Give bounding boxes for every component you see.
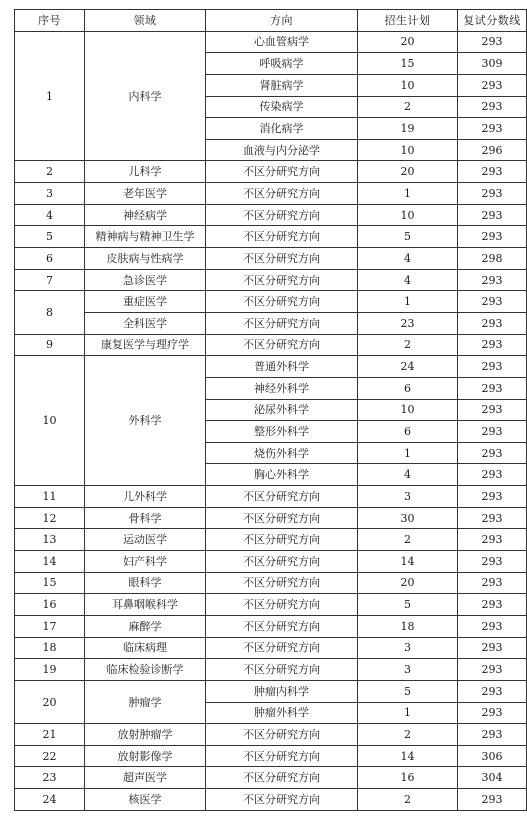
table-row bbox=[15, 248, 527, 270]
cell-plan: 14 bbox=[358, 745, 458, 767]
cell-direction: 传染病学 bbox=[206, 96, 358, 118]
table-row bbox=[15, 204, 527, 226]
cell-score: 293 bbox=[458, 399, 527, 421]
cell-score: 293 bbox=[458, 789, 527, 811]
cell-score: 309 bbox=[458, 53, 527, 75]
cell-score: 293 bbox=[458, 551, 527, 573]
cell-plan: 1 bbox=[358, 291, 458, 313]
table-row bbox=[15, 226, 527, 248]
cell-no: 17 bbox=[15, 615, 85, 637]
table-row bbox=[15, 31, 527, 53]
cell-no: 22 bbox=[15, 745, 85, 767]
cell-direction: 神经外科学 bbox=[206, 377, 358, 399]
header-row bbox=[15, 10, 527, 32]
table-row bbox=[15, 291, 527, 313]
cell-field: 妇产科学 bbox=[85, 551, 206, 573]
cell-no: 21 bbox=[15, 724, 85, 746]
table-row bbox=[15, 572, 527, 594]
table-row bbox=[15, 615, 527, 637]
cell-field: 重症医学 bbox=[85, 291, 206, 313]
cell-plan: 2 bbox=[358, 724, 458, 746]
cell-field: 内科学 bbox=[85, 31, 206, 161]
cell-direction: 不区分研究方向 bbox=[206, 183, 358, 205]
cell-plan: 18 bbox=[358, 615, 458, 637]
table-row bbox=[15, 529, 527, 551]
cell-field: 全科医学 bbox=[85, 312, 206, 334]
cell-field: 核医学 bbox=[85, 789, 206, 811]
cell-direction: 不区分研究方向 bbox=[206, 312, 358, 334]
cell-direction: 不区分研究方向 bbox=[206, 291, 358, 313]
cell-field: 外科学 bbox=[85, 356, 206, 486]
table-row bbox=[15, 551, 527, 573]
cell-direction: 不区分研究方向 bbox=[206, 161, 358, 183]
cell-direction: 不区分研究方向 bbox=[206, 269, 358, 291]
cell-field: 放射肿瘤学 bbox=[85, 724, 206, 746]
table-row bbox=[15, 486, 527, 508]
cell-field: 放射影像学 bbox=[85, 745, 206, 767]
cell-no: 24 bbox=[15, 789, 85, 811]
cell-score: 293 bbox=[458, 680, 527, 702]
cell-no: 2 bbox=[15, 161, 85, 183]
cell-field: 眼科学 bbox=[85, 572, 206, 594]
cell-plan: 3 bbox=[358, 637, 458, 659]
table-row bbox=[15, 161, 527, 183]
table-row bbox=[15, 637, 527, 659]
cell-plan: 5 bbox=[358, 226, 458, 248]
cell-plan: 2 bbox=[358, 96, 458, 118]
cell-no: 9 bbox=[15, 334, 85, 356]
cell-field: 肿瘤学 bbox=[85, 680, 206, 723]
cell-field: 临床病理 bbox=[85, 637, 206, 659]
table-row bbox=[15, 507, 527, 529]
cell-direction: 不区分研究方向 bbox=[206, 767, 358, 789]
cell-plan: 1 bbox=[358, 442, 458, 464]
cell-no: 19 bbox=[15, 659, 85, 681]
cell-no: 7 bbox=[15, 269, 85, 291]
cell-score: 304 bbox=[458, 767, 527, 789]
cell-direction: 不区分研究方向 bbox=[206, 789, 358, 811]
cell-score: 293 bbox=[458, 486, 527, 508]
cell-plan: 20 bbox=[358, 572, 458, 594]
cell-score: 293 bbox=[458, 464, 527, 486]
cell-score: 293 bbox=[458, 74, 527, 96]
cell-score: 293 bbox=[458, 529, 527, 551]
cell-plan: 3 bbox=[358, 486, 458, 508]
table-row bbox=[15, 183, 527, 205]
cell-direction: 胸心外科学 bbox=[206, 464, 358, 486]
table-body bbox=[15, 31, 527, 810]
cell-plan: 2 bbox=[358, 529, 458, 551]
cell-direction: 不区分研究方向 bbox=[206, 204, 358, 226]
cell-direction: 普通外科学 bbox=[206, 356, 358, 378]
table-row bbox=[15, 269, 527, 291]
cell-plan: 3 bbox=[358, 659, 458, 681]
table-row bbox=[15, 594, 527, 616]
cell-score: 293 bbox=[458, 637, 527, 659]
cell-direction: 不区分研究方向 bbox=[206, 334, 358, 356]
cell-no: 10 bbox=[15, 356, 85, 486]
cell-field: 急诊医学 bbox=[85, 269, 206, 291]
cell-direction: 血液与内分泌学 bbox=[206, 139, 358, 161]
cell-no: 12 bbox=[15, 507, 85, 529]
cell-plan: 19 bbox=[358, 118, 458, 140]
cell-no: 15 bbox=[15, 572, 85, 594]
cell-field: 精神病与精神卫生学 bbox=[85, 226, 206, 248]
cell-plan: 5 bbox=[358, 680, 458, 702]
cell-field: 耳鼻咽喉科学 bbox=[85, 594, 206, 616]
cell-score: 293 bbox=[458, 31, 527, 53]
cell-plan: 10 bbox=[358, 399, 458, 421]
cell-plan: 14 bbox=[358, 551, 458, 573]
cell-score: 293 bbox=[458, 183, 527, 205]
cell-no: 4 bbox=[15, 204, 85, 226]
cell-plan: 15 bbox=[358, 53, 458, 75]
cell-plan: 30 bbox=[358, 507, 458, 529]
cell-plan: 23 bbox=[358, 312, 458, 334]
cell-direction: 消化病学 bbox=[206, 118, 358, 140]
cell-plan: 10 bbox=[358, 204, 458, 226]
table-row bbox=[15, 745, 527, 767]
cell-score: 293 bbox=[458, 118, 527, 140]
cell-direction: 不区分研究方向 bbox=[206, 594, 358, 616]
cell-no: 16 bbox=[15, 594, 85, 616]
cell-score: 298 bbox=[458, 248, 527, 270]
admission-table-container bbox=[14, 9, 527, 811]
cell-score: 293 bbox=[458, 507, 527, 529]
cell-direction: 不区分研究方向 bbox=[206, 615, 358, 637]
cell-field: 神经病学 bbox=[85, 204, 206, 226]
cell-score: 293 bbox=[458, 615, 527, 637]
cell-direction: 心血管病学 bbox=[206, 31, 358, 53]
cell-score: 293 bbox=[458, 724, 527, 746]
cell-direction: 不区分研究方向 bbox=[206, 745, 358, 767]
cell-direction: 不区分研究方向 bbox=[206, 507, 358, 529]
cell-plan: 1 bbox=[358, 702, 458, 724]
cell-plan: 20 bbox=[358, 161, 458, 183]
header-plan: 招生计划 bbox=[358, 10, 458, 32]
cell-score: 293 bbox=[458, 291, 527, 313]
cell-no: 14 bbox=[15, 551, 85, 573]
cell-score: 293 bbox=[458, 334, 527, 356]
cell-plan: 2 bbox=[358, 334, 458, 356]
cell-direction: 不区分研究方向 bbox=[206, 226, 358, 248]
cell-plan: 24 bbox=[358, 356, 458, 378]
cell-score: 293 bbox=[458, 269, 527, 291]
cell-score: 293 bbox=[458, 594, 527, 616]
cell-direction: 不区分研究方向 bbox=[206, 724, 358, 746]
cell-no: 3 bbox=[15, 183, 85, 205]
cell-plan: 4 bbox=[358, 269, 458, 291]
cell-direction: 不区分研究方向 bbox=[206, 551, 358, 573]
cell-field: 骨科学 bbox=[85, 507, 206, 529]
cell-score: 296 bbox=[458, 139, 527, 161]
cell-plan: 6 bbox=[358, 377, 458, 399]
cell-direction: 肿瘤外科学 bbox=[206, 702, 358, 724]
cell-no: 18 bbox=[15, 637, 85, 659]
cell-direction: 不区分研究方向 bbox=[206, 637, 358, 659]
cell-direction: 不区分研究方向 bbox=[206, 659, 358, 681]
cell-score: 293 bbox=[458, 161, 527, 183]
cell-field: 儿科学 bbox=[85, 161, 206, 183]
header-direction: 方向 bbox=[206, 10, 358, 32]
cell-direction: 不区分研究方向 bbox=[206, 529, 358, 551]
cell-score: 293 bbox=[458, 421, 527, 443]
table-row bbox=[15, 789, 527, 811]
cell-plan: 20 bbox=[358, 31, 458, 53]
cell-score: 293 bbox=[458, 702, 527, 724]
cell-score: 293 bbox=[458, 442, 527, 464]
cell-plan: 10 bbox=[358, 74, 458, 96]
cell-plan: 10 bbox=[358, 139, 458, 161]
cell-plan: 16 bbox=[358, 767, 458, 789]
cell-no: 5 bbox=[15, 226, 85, 248]
cell-no: 8 bbox=[15, 291, 85, 334]
cell-score: 293 bbox=[458, 96, 527, 118]
cell-score: 293 bbox=[458, 572, 527, 594]
cell-plan: 5 bbox=[358, 594, 458, 616]
table-row bbox=[15, 356, 527, 378]
cell-direction: 肿瘤内科学 bbox=[206, 680, 358, 702]
table-row bbox=[15, 312, 527, 334]
cell-field: 皮肤病与性病学 bbox=[85, 248, 206, 270]
cell-plan: 2 bbox=[358, 789, 458, 811]
cell-field: 麻醉学 bbox=[85, 615, 206, 637]
cell-direction: 不区分研究方向 bbox=[206, 486, 358, 508]
cell-no: 13 bbox=[15, 529, 85, 551]
cell-score: 293 bbox=[458, 312, 527, 334]
cell-plan: 6 bbox=[358, 421, 458, 443]
cell-plan: 1 bbox=[358, 183, 458, 205]
cell-direction: 不区分研究方向 bbox=[206, 248, 358, 270]
cell-score: 306 bbox=[458, 745, 527, 767]
cell-score: 293 bbox=[458, 377, 527, 399]
cell-direction: 肾脏病学 bbox=[206, 74, 358, 96]
cell-score: 293 bbox=[458, 356, 527, 378]
cell-field: 老年医学 bbox=[85, 183, 206, 205]
table-row bbox=[15, 659, 527, 681]
cell-direction: 烧伤外科学 bbox=[206, 442, 358, 464]
table-row bbox=[15, 724, 527, 746]
cell-no: 20 bbox=[15, 680, 85, 723]
header-field: 领域 bbox=[85, 10, 206, 32]
cell-field: 儿外科学 bbox=[85, 486, 206, 508]
cell-no: 23 bbox=[15, 767, 85, 789]
table-row bbox=[15, 334, 527, 356]
table-row bbox=[15, 680, 527, 702]
cell-field: 超声医学 bbox=[85, 767, 206, 789]
cell-score: 293 bbox=[458, 659, 527, 681]
table-row bbox=[15, 767, 527, 789]
header-no: 序号 bbox=[15, 10, 85, 32]
cell-score: 293 bbox=[458, 226, 527, 248]
header-score: 复试分数线 bbox=[458, 10, 527, 32]
cell-direction: 整形外科学 bbox=[206, 421, 358, 443]
cell-direction: 泌尿外科学 bbox=[206, 399, 358, 421]
cell-field: 康复医学与理疗学 bbox=[85, 334, 206, 356]
admission-table bbox=[14, 9, 527, 811]
cell-plan: 4 bbox=[358, 248, 458, 270]
cell-field: 临床检验诊断学 bbox=[85, 659, 206, 681]
cell-plan: 4 bbox=[358, 464, 458, 486]
cell-field: 运动医学 bbox=[85, 529, 206, 551]
cell-no: 11 bbox=[15, 486, 85, 508]
cell-no: 1 bbox=[15, 31, 85, 161]
cell-no: 6 bbox=[15, 248, 85, 270]
cell-direction: 不区分研究方向 bbox=[206, 572, 358, 594]
cell-score: 293 bbox=[458, 204, 527, 226]
cell-direction: 呼吸病学 bbox=[206, 53, 358, 75]
